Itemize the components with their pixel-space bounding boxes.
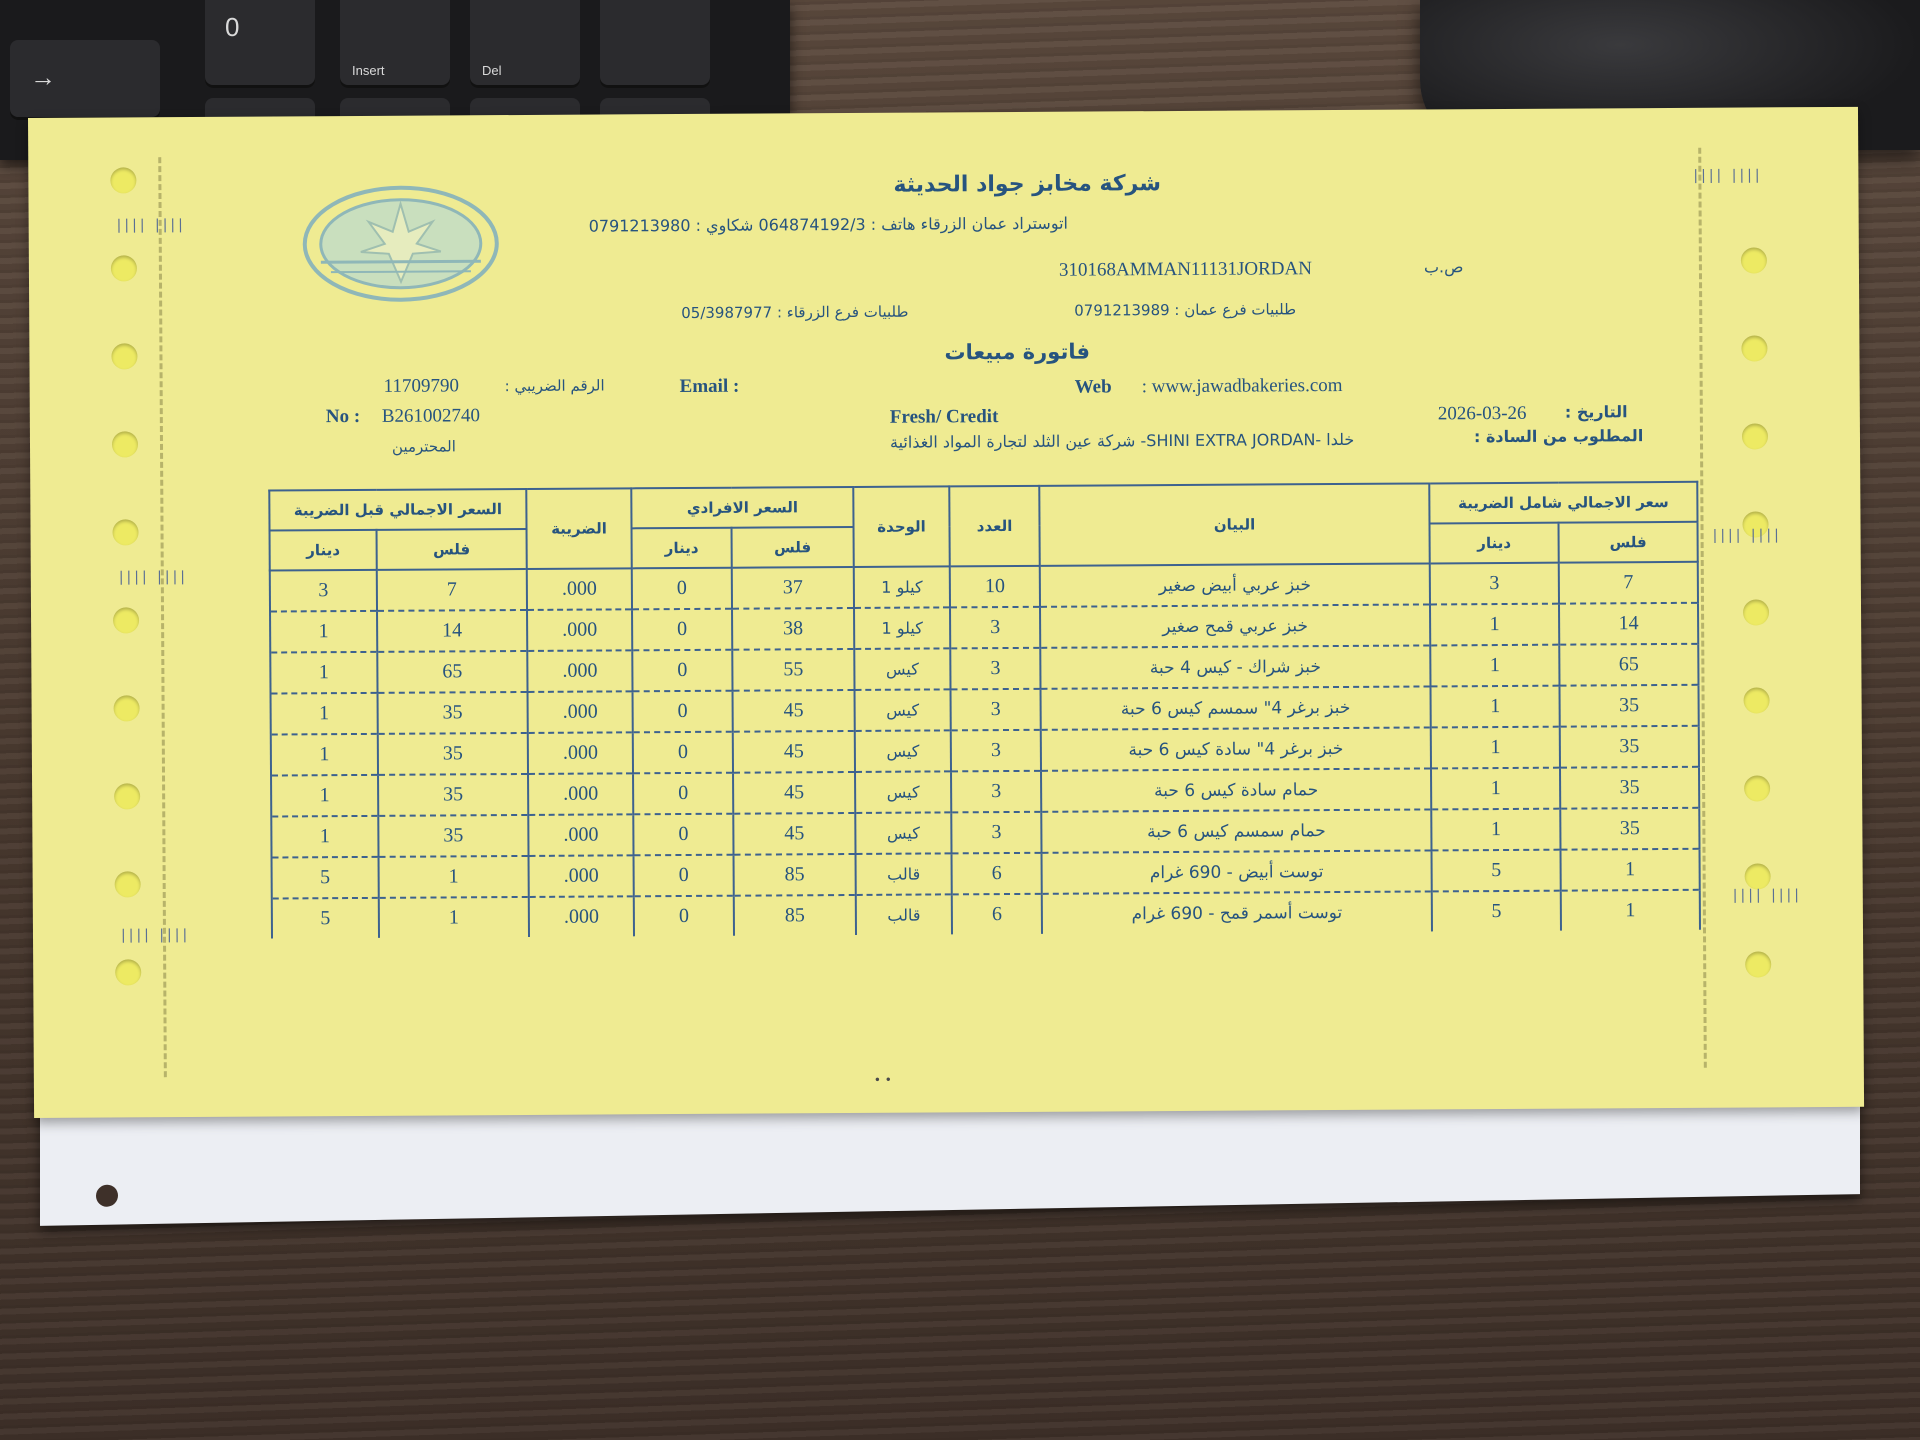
tax-number-label: الرقم الضريبي :: [504, 376, 605, 396]
cell-price-dinar: 0: [632, 609, 732, 651]
cell-fils-before: 35: [378, 815, 528, 857]
tractor-hole: [1741, 247, 1767, 273]
header-description: البيان: [1039, 483, 1429, 565]
cell-unit: كيس: [855, 730, 951, 772]
cell-dinar-total: 1: [1431, 768, 1560, 810]
cell-unit: كيس: [855, 771, 951, 813]
header-total-before-tax: السعر الاجمالي قبل الضريبة: [269, 489, 526, 531]
tractor-hole: [115, 959, 141, 985]
margin-tick: |||| ||||: [1732, 887, 1803, 904]
cell-dinar-total: 5: [1432, 850, 1561, 892]
cell-description: خبز برغر 4" سمسم كيس 6 حبة: [1041, 686, 1431, 729]
header-count: العدد: [949, 486, 1039, 567]
tractor-hole: [1742, 423, 1768, 449]
cell-count: 3: [951, 730, 1041, 772]
orders-amman: طلبيات فرع عمان : 0791213989: [1074, 300, 1297, 320]
email-label: Email :: [679, 375, 740, 398]
table-row: [272, 890, 1700, 939]
cell-dinar-before: 1: [271, 734, 378, 776]
tractor-hole: [1744, 687, 1770, 713]
cell-unit: كيلو 1: [854, 566, 950, 608]
stack-hole: [96, 1185, 118, 1207]
cell-price-fils: 45: [733, 690, 855, 732]
invoice-date: 2026-03-26: [1437, 402, 1527, 425]
margin-tick: |||| ||||: [120, 927, 191, 944]
tractor-hole: [1741, 335, 1767, 361]
customer-label: المطلوب من السادة :: [1473, 426, 1644, 447]
cell-price-dinar: 0: [634, 896, 734, 937]
cell-fils-total: 1: [1561, 849, 1700, 891]
header-dinar: دينار: [1430, 523, 1559, 564]
margin-tick: |||| ||||: [1712, 527, 1782, 544]
cell-dinar-before: 1: [271, 775, 378, 817]
cell-price-fils: 37: [732, 567, 854, 609]
cell-dinar-before: 1: [270, 611, 377, 653]
cell-fils-total: 14: [1559, 603, 1698, 645]
cell-unit: قالب: [856, 853, 952, 895]
cell-unit: كيلو 1: [854, 607, 950, 649]
cell-dinar-total: 1: [1431, 727, 1560, 769]
cell-dinar-total: 3: [1430, 563, 1559, 605]
cell-description: حمام سمسم كيس 6 حبة: [1041, 809, 1431, 852]
cell-tax: .000: [527, 650, 632, 692]
cell-fils-total: 35: [1560, 726, 1699, 768]
cell-count: 3: [951, 771, 1041, 813]
cell-unit: كيس: [855, 689, 951, 731]
cell-price-fils: 45: [733, 772, 855, 814]
bakery-logo-icon: [300, 181, 501, 306]
orders-zarqa: طلبيات فرع الزرقاء : 05/3987977: [681, 302, 909, 323]
cell-count: 3: [951, 812, 1041, 854]
cell-dinar-before: 1: [271, 816, 378, 858]
cell-fils-before: 35: [378, 774, 528, 816]
tractor-hole: [112, 519, 138, 545]
tractor-hole: [113, 607, 139, 633]
cell-fils-before: 35: [378, 733, 528, 775]
cell-dinar-before: 5: [272, 898, 379, 939]
invoice-items-table: [268, 481, 1701, 939]
cell-fils-total: 35: [1560, 808, 1699, 850]
tractor-hole: [1744, 775, 1770, 801]
cell-fils-before: 65: [377, 651, 527, 693]
cell-fils-total: 35: [1560, 685, 1699, 727]
cell-fils-total: 7: [1559, 562, 1698, 604]
cell-description: حمام سادة كيس 6 حبة: [1041, 768, 1431, 811]
cell-price-fils: 45: [733, 731, 855, 773]
cell-tax: .000: [528, 691, 633, 733]
cell-count: 3: [950, 648, 1040, 690]
header-unit: الوحدة: [853, 486, 949, 567]
cell-price-dinar: 0: [634, 855, 734, 897]
print-mark: • •: [873, 1072, 892, 1087]
cell-price-dinar: 0: [632, 650, 732, 692]
key-insert: Insert: [340, 0, 450, 88]
cell-description: توست أبيض - 690 غرام: [1042, 850, 1432, 893]
cell-tax: .000: [527, 609, 632, 651]
invoice-paper: [28, 107, 1864, 1118]
customer-name: خلدا -SHINI EXTRA JORDAN- شركة عين الثلد لتجارة المواد الغذائية: [889, 429, 1355, 452]
fresh-credit: Fresh/ Credit: [889, 406, 999, 428]
cell-price-fils: 38: [732, 608, 854, 650]
cell-tax: .000: [527, 568, 632, 610]
tractor-hole: [112, 431, 138, 457]
key-arrow: →: [10, 40, 160, 120]
cell-unit: قالب: [856, 894, 952, 935]
cell-price-dinar: 0: [632, 568, 732, 610]
date-label: التاريخ :: [1564, 402, 1628, 422]
cell-fils-total: 65: [1559, 644, 1698, 686]
header-unit-price: السعر الافرادي: [631, 487, 853, 528]
tractor-hole: [110, 167, 136, 193]
header-dinar: دينار: [632, 528, 732, 569]
key-blank: [600, 0, 710, 88]
key-zero: 0: [205, 0, 315, 88]
respected-label: المحترمين: [391, 437, 456, 456]
cell-dinar-before: 3: [270, 570, 377, 612]
tractor-hole: [114, 695, 140, 721]
cell-fils-before: 14: [377, 610, 527, 652]
cell-fils-total: 1: [1561, 890, 1700, 931]
cell-fils-before: 35: [378, 692, 528, 734]
cell-price-dinar: 0: [633, 732, 733, 774]
cell-description: خبز شراك - كيس 4 حبة: [1040, 645, 1430, 688]
header-tax: الضريبة: [526, 488, 631, 569]
cell-tax: .000: [529, 896, 634, 937]
cell-unit: كيس: [855, 812, 951, 854]
cell-dinar-total: 1: [1430, 604, 1559, 646]
cell-tax: .000: [528, 814, 633, 856]
cell-price-dinar: 0: [633, 773, 733, 815]
cell-description: خبز عربي أبيض صغير: [1040, 563, 1430, 606]
cell-count: 6: [952, 894, 1042, 935]
cell-price-fils: 85: [734, 895, 856, 936]
invoice-title: فاتورة مبيعات: [944, 339, 1091, 365]
tractor-hole: [111, 343, 137, 369]
cell-fils-total: 35: [1560, 767, 1699, 809]
key-del: Del: [470, 0, 580, 88]
tax-number: 11709790: [383, 375, 460, 397]
tractor-hole: [1745, 863, 1771, 889]
cell-tax: .000: [528, 773, 633, 815]
cell-dinar-total: 1: [1431, 686, 1560, 728]
margin-tick: |||| ||||: [1693, 167, 1763, 184]
cell-fils-before: 7: [377, 569, 527, 611]
cell-count: 3: [951, 689, 1041, 731]
invoice-no-label: No :: [325, 405, 361, 428]
po-box-label: ص.ب: [1423, 257, 1464, 277]
cell-price-dinar: 0: [633, 814, 733, 856]
cell-count: 6: [952, 853, 1042, 895]
cell-dinar-total: 5: [1432, 891, 1561, 932]
cell-tax: .000: [529, 855, 634, 897]
cell-price-fils: 55: [732, 649, 854, 691]
company-name: شركة مخابز جواد الحديثة: [893, 171, 1162, 198]
cell-unit: كيس: [854, 648, 950, 690]
website: : www.jawadbakeries.com: [1141, 374, 1343, 398]
tractor-hole: [115, 871, 141, 897]
tractor-hole: [1743, 599, 1769, 625]
cell-dinar-total: 1: [1430, 645, 1559, 687]
tractor-hole: [111, 255, 137, 281]
po-box: 310168AMMAN11131JORDAN: [1058, 258, 1313, 281]
cell-dinar-before: 1: [271, 693, 378, 735]
cell-count: 10: [950, 566, 1040, 608]
cell-description: خبز عربي قمح صغير: [1040, 604, 1430, 647]
header-total-incl-tax: سعر الاجمالي شامل الضريبة: [1429, 482, 1697, 524]
tractor-hole: [114, 783, 140, 809]
cell-description: خبز برغر 4" سادة كيس 6 حبة: [1041, 727, 1431, 770]
cell-dinar-before: 5: [272, 857, 379, 899]
invoice-no: B261002740: [381, 405, 481, 427]
cell-price-fils: 45: [733, 813, 855, 855]
cell-dinar-before: 1: [270, 652, 377, 694]
tractor-hole: [1745, 951, 1771, 977]
header-dinar: دينار: [270, 530, 377, 571]
cell-fils-before: 1: [379, 897, 529, 938]
header-fils: فلس: [732, 527, 854, 568]
margin-tick: |||| ||||: [118, 569, 189, 586]
header-fils: فلس: [377, 529, 527, 570]
cell-description: توست أسمر قمح - 690 غرام: [1042, 891, 1432, 933]
company-address-phone: اتوستراد عمان الزرقاء هاتف : 064874192/3 شكاوي : 0791213980: [588, 213, 1069, 236]
margin-tick: |||| ||||: [116, 217, 186, 234]
web-label: Web: [1074, 376, 1112, 398]
cell-fils-before: 1: [379, 856, 529, 898]
cell-dinar-total: 1: [1431, 809, 1560, 851]
header-fils: فلس: [1559, 522, 1698, 563]
cell-price-fils: 85: [734, 854, 856, 896]
cell-tax: .000: [528, 732, 633, 774]
cell-count: 3: [950, 607, 1040, 649]
cell-price-dinar: 0: [633, 691, 733, 733]
